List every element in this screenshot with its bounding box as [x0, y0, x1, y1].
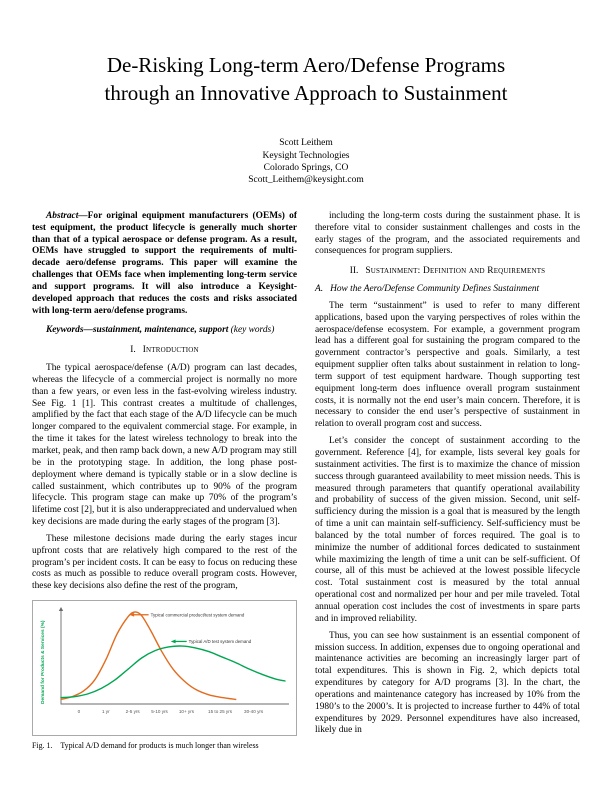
subsection-heading-a	[315, 284, 580, 296]
demand-lifecycle-chart	[35, 604, 292, 728]
chart-series-line-1	[61, 646, 285, 698]
abstract-paragraph	[32, 211, 297, 318]
page-title: De-Risking Long-term Aero/Defense Programs through an Innovative Approach to Sustainment	[104, 53, 508, 105]
right-column	[315, 211, 580, 751]
intro-paragraph-2: These milestone decisions made during the early stages incur upfront costs that are relatively high compared to the rest of the program’s per incident costs. It can be easy to focus on reducing these costs as much as possible to reduce overall program costs. However, these key decisions also define the rest of the program,	[32, 533, 297, 592]
sustainment-paragraph-2: Let’s consider the concept of sustainment according to the government. Reference [4], for example, lists several key goals for sustainment activities. The first is to maximize the chance of mission success through guaranteed availability to meet mission needs. This is measured through parameters that quantify operational availability and probability of success of the given mission. Second, unit self-sufficiency during the mission is a goal that is measured by the length of time a unit can maintain self-sufficiency. Self-sufficiency must be balanced by the total number of forces required. The goal is to minimize the number of additional forces dedicated to sustainment while maximizing the length of time a unit can be self-sufficient. Of course, all of this must be achieved at the lowest possible lifecycle cost. Total sustainment cost is measured by the total annual operational cost and normalized per hour and per mile traveled. Total annual operation cost includes the cost of investments in spare parts and in improved reliability.	[315, 436, 580, 624]
annotation-arrowhead-icon	[171, 640, 176, 644]
abstract-lead: Abstract—	[46, 210, 88, 221]
x-tick-label: 15 to 25 yrs	[208, 709, 233, 715]
left-column	[32, 211, 297, 751]
author-block	[32, 137, 580, 186]
section-title: Introduction	[142, 345, 199, 356]
abstract-text: For original equipment manufacturers (OEMs) of test equipment, the product lifecycle is generally much shorter than that of a typical aerospace or defense program. As a result, OEMs have struggled to support the requirements of multi-decade aero/defense programs. This paper will examine the challenges that OEMs face when implementing long-term service and support programs. It will also introduce a Keysight-developed approach that reduces the costs and risks associated with long-term aero/defense programs.	[32, 210, 297, 316]
subsection-title: How the Aero/Defense Community Defines Sustainment	[330, 284, 540, 295]
sustainment-paragraph-3: Thus, you can see how sustainment is an essential component of mission success. In addition, expenses due to ongoing operational and maintenance activities are becoming an increasingly larger part of total expenditures. This is shown in Fig. 2, which depicts total expenditures by category for A/D programs [3]. In the chart, the operations and maintenance category has increased by 10% from the 1980’s to the 2000’s. It is projected to increase further to 44% of total expenditures by 2029. Personnel expenditures have also increased, likely due in	[315, 630, 580, 736]
annotation-label: Typical A/D test system demand	[188, 639, 252, 645]
author-location: Colorado Springs, CO	[263, 163, 349, 174]
figure-1-caption	[32, 741, 297, 751]
author-name: Scott Leithem	[279, 138, 333, 149]
x-tick-label: 30-40 yrs	[244, 709, 264, 715]
chart-series-line-0	[61, 612, 236, 699]
y-axis-label: Demand for Products & Services (%)	[41, 620, 46, 705]
figure-caption-label: Fig. 1.	[32, 740, 53, 750]
section-title: Sustainment: Definition and Requirements	[365, 266, 546, 277]
x-tick-label: 2-5 yrs	[125, 709, 140, 715]
figure-1	[32, 600, 297, 736]
continuation-paragraph: including the long-term costs during the sustainment phase. It is therefore vital to consider sustainment challenges and costs in the early stages of the program, and the associated requirements and consequences for program suppliers.	[315, 210, 580, 257]
figure-caption-text: Typical A/D demand for products is much longer than wireless	[60, 740, 259, 750]
section-heading-introduction	[32, 345, 297, 357]
annotation-label: Typical commercial product/test system demand	[150, 612, 245, 618]
subsection-letter: A.	[315, 284, 324, 295]
x-tick-label: 10+ yrs	[178, 709, 195, 715]
x-tick-label: 1 yr	[101, 709, 110, 715]
section-heading-sustainment	[315, 266, 580, 278]
author-email: Scott_Leithem@keysight.com	[248, 175, 364, 186]
chart-axes	[61, 609, 289, 704]
y-axis-arrow-icon	[59, 607, 63, 611]
keywords-suffix: (key words)	[230, 325, 275, 336]
keywords-paragraph	[32, 325, 297, 337]
sustainment-paragraph-1: The term “sustainment” is used to refer to many different applications, based upon the varying perspectives of roles within the aerospace/defense ecosystem. For example, a government program lead has a different goal for sustaining the program compared to the government contractor’s perspective and goals. Similarly, a test equipment supplier often talks about sustainment in relation to long-term support of test equipment hardware. Though supporting test equipment long-term does influence overall program sustainment costs, it is normally not the end user’s main concern. Therefore, it is necessary to consider the end user’s perspective of sustainment in relation to overall program cost and success.	[315, 300, 580, 430]
x-tick-label: 0	[77, 709, 81, 715]
keywords-lead: Keywords—	[46, 325, 93, 336]
intro-paragraph-1: The typical aerospace/defense (A/D) program can last decades, whereas the lifecycle of a commercial project is normally no more than a few years, or even less in the fast-evolving wireless industry. See Fig. 1 [1]. This contrast creates a multitude of challenges, amplified by the fact that each stage of the A/D lifecycle can be much longer compared to the equivalent commercial stage. For example, in the time it takes for the latest wireless technology to break into the market, peak, and then ramp back down, a new A/D program may still be in the prototyping stage. In addition, the long phase post-deployment where demand is typically stable or in a slow decline is called sustainment, which contributes up to 90% of the program lifecycle. This program stage can make up 70% of the program’s lifetime cost [2], but it is also underappreciated and undervalued when key decisions are made during the early stages of the program [3].	[32, 363, 297, 528]
keywords-text: sustainment, maintenance, support	[92, 325, 231, 336]
x-tick-label: 5-10 yrs	[151, 709, 168, 715]
two-column-body	[32, 211, 580, 751]
section-number: I.	[130, 345, 136, 356]
section-number: II.	[349, 266, 359, 277]
author-affiliation: Keysight Technologies	[262, 150, 350, 161]
